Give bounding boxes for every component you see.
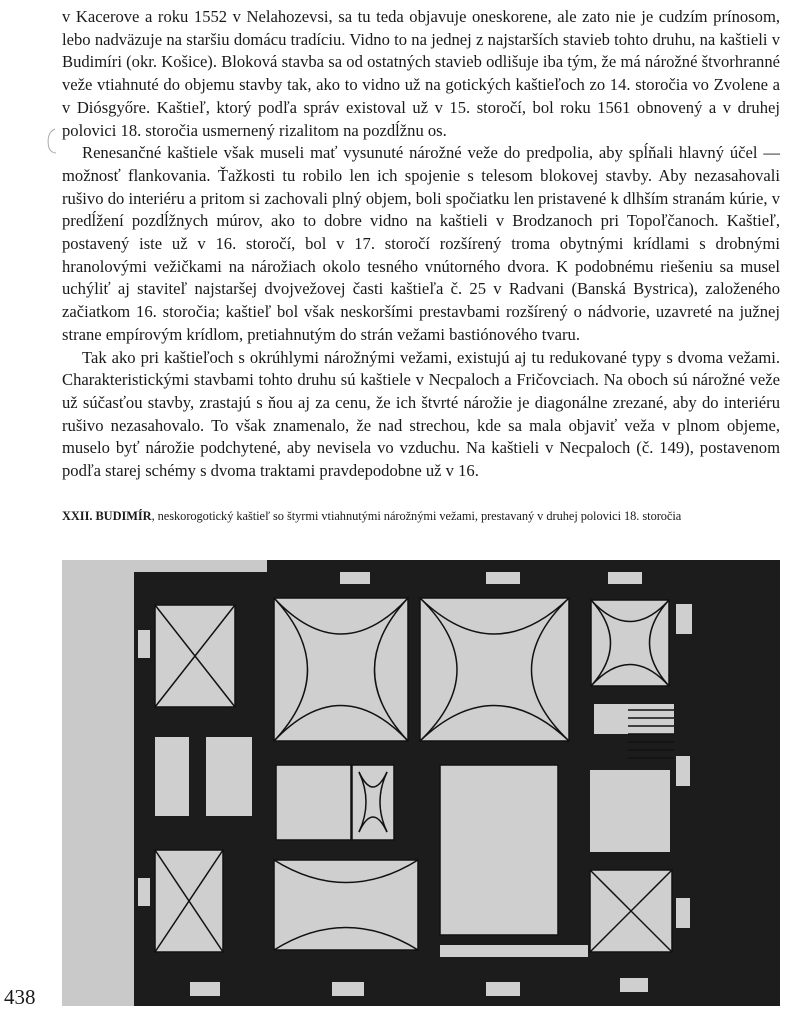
room-north-left (274, 598, 408, 741)
room-central-hall (440, 765, 558, 935)
room-east-middle (590, 770, 670, 852)
figure-caption (62, 508, 780, 524)
floor-plan-figure (62, 560, 780, 1006)
caption-name: BUDIMÍR (95, 509, 152, 523)
floor-plan-drawing (62, 560, 780, 1006)
room-south-left (274, 860, 418, 950)
pencil-margin-mark (45, 128, 57, 154)
room-west-right (206, 737, 252, 816)
paragraph-1: v Kacerove a roku 1552 v Nelahozevsi, sa tu teda objavuje oneskorene, ale zato nie je cudzím prínosom, lebo nadväzuje na staršiu domácu tradíciu. Vidno to na jednej z najstarších stavieb tohto druhu, na kaštieli v Budimíri (okr. Košice). Bloková stavba sa od ostatných stavieb odlišuje iba tým, že má nárožné štvorhranné veže vtiahnuté do objemu stavby tak, ako to vidno už na gotických kaštieľoch zo 14. storočia vo Zvolene a v Diósgyőre. Kaštieľ, ktorý podľa správ existoval už v 15. storočí, bol roku 1561 obnovený a v druhej polovici 18. storočia usmernený rizalitom na pozdĺžnu os. (62, 7, 780, 140)
caption-numeral: XXII. (62, 509, 93, 523)
room-central-corridor (276, 765, 394, 840)
room-west-left (155, 737, 189, 816)
room-nw-tower (155, 605, 235, 707)
page-number: 438 (4, 985, 36, 1009)
room-north-right (420, 598, 569, 741)
room-sw-tower (155, 850, 223, 952)
room-south-strip (440, 945, 588, 957)
paragraph-3: Tak ako pri kaštieľoch s okrúhlymi nárožnými vežami, existujú aj tu redukované typy s dvoma vežami. Charakteristickými stavbami tohto druhu sú kaštiele v Necpaloch a Fričovciach. Na oboch sú nárožné veže už súčasťou stavby, zrastajú s ňou aj za cenu, že ich štvrté nárožie je diagonálne zrezané, aby do interiéru rušivo nezasahovalo. To však znamenalo, že nad strechou, kde sa mala objaviť veža v plnom objeme, muselo byť nárožie podchytené, aby nevisela vo vzduchu. Na kaštieli v Necpaloch (č. 149), postavenom podľa starej schémy s dvoma traktami pravdepodobne už v 16. (62, 347, 780, 481)
room-ne-tower (591, 600, 669, 686)
room-se-tower (590, 870, 672, 952)
room-ne-small (594, 704, 674, 734)
body-text (62, 6, 780, 483)
paragraph-2: Renesančné kaštiele však museli mať vysunuté nárožné veže do predpolia, aby spĺňali hlavný účel — možnosť flankovania. Ťažkosti tu robilo len ich spojenie s telesom blokovej stavby. Aby nezasahovali rušivo do interiéru a pritom si zachovali plný objem, boli spočiatku len pristavené k dlhším stranám kúrie, v predĺžení pozdĺžnych múrov, ako to dobre vidno na kaštieli v Brodzanoch pri Topoľčanoch. Kaštieľ, postavený iste už v 16. storočí, bol v 17. storočí rozšírený troma obytnými krídlami s drobnými hranolovými vežičkami na nárožiach okolo tesného vnútorného dvora. K podobnému riešeniu sa musel uchýliť aj staviteľ najstaršej dvojvežovej časti kaštieľa č. 25 v Radvani (Banská Bystrica), založeného začiatkom 16. storočia; kaštieľ bol však neskoršími prestavbami rozšírený o nádvorie, uzavreté na južnej strane empírovým krídlom, pretiahnutým do strán vežami bastiónového tvaru. (62, 143, 780, 344)
caption-text: , neskorogotický kaštieľ so štyrmi vtiahnutými nárožnými vežami, prestavaný v druhej polovici 18. storočia (151, 509, 682, 523)
